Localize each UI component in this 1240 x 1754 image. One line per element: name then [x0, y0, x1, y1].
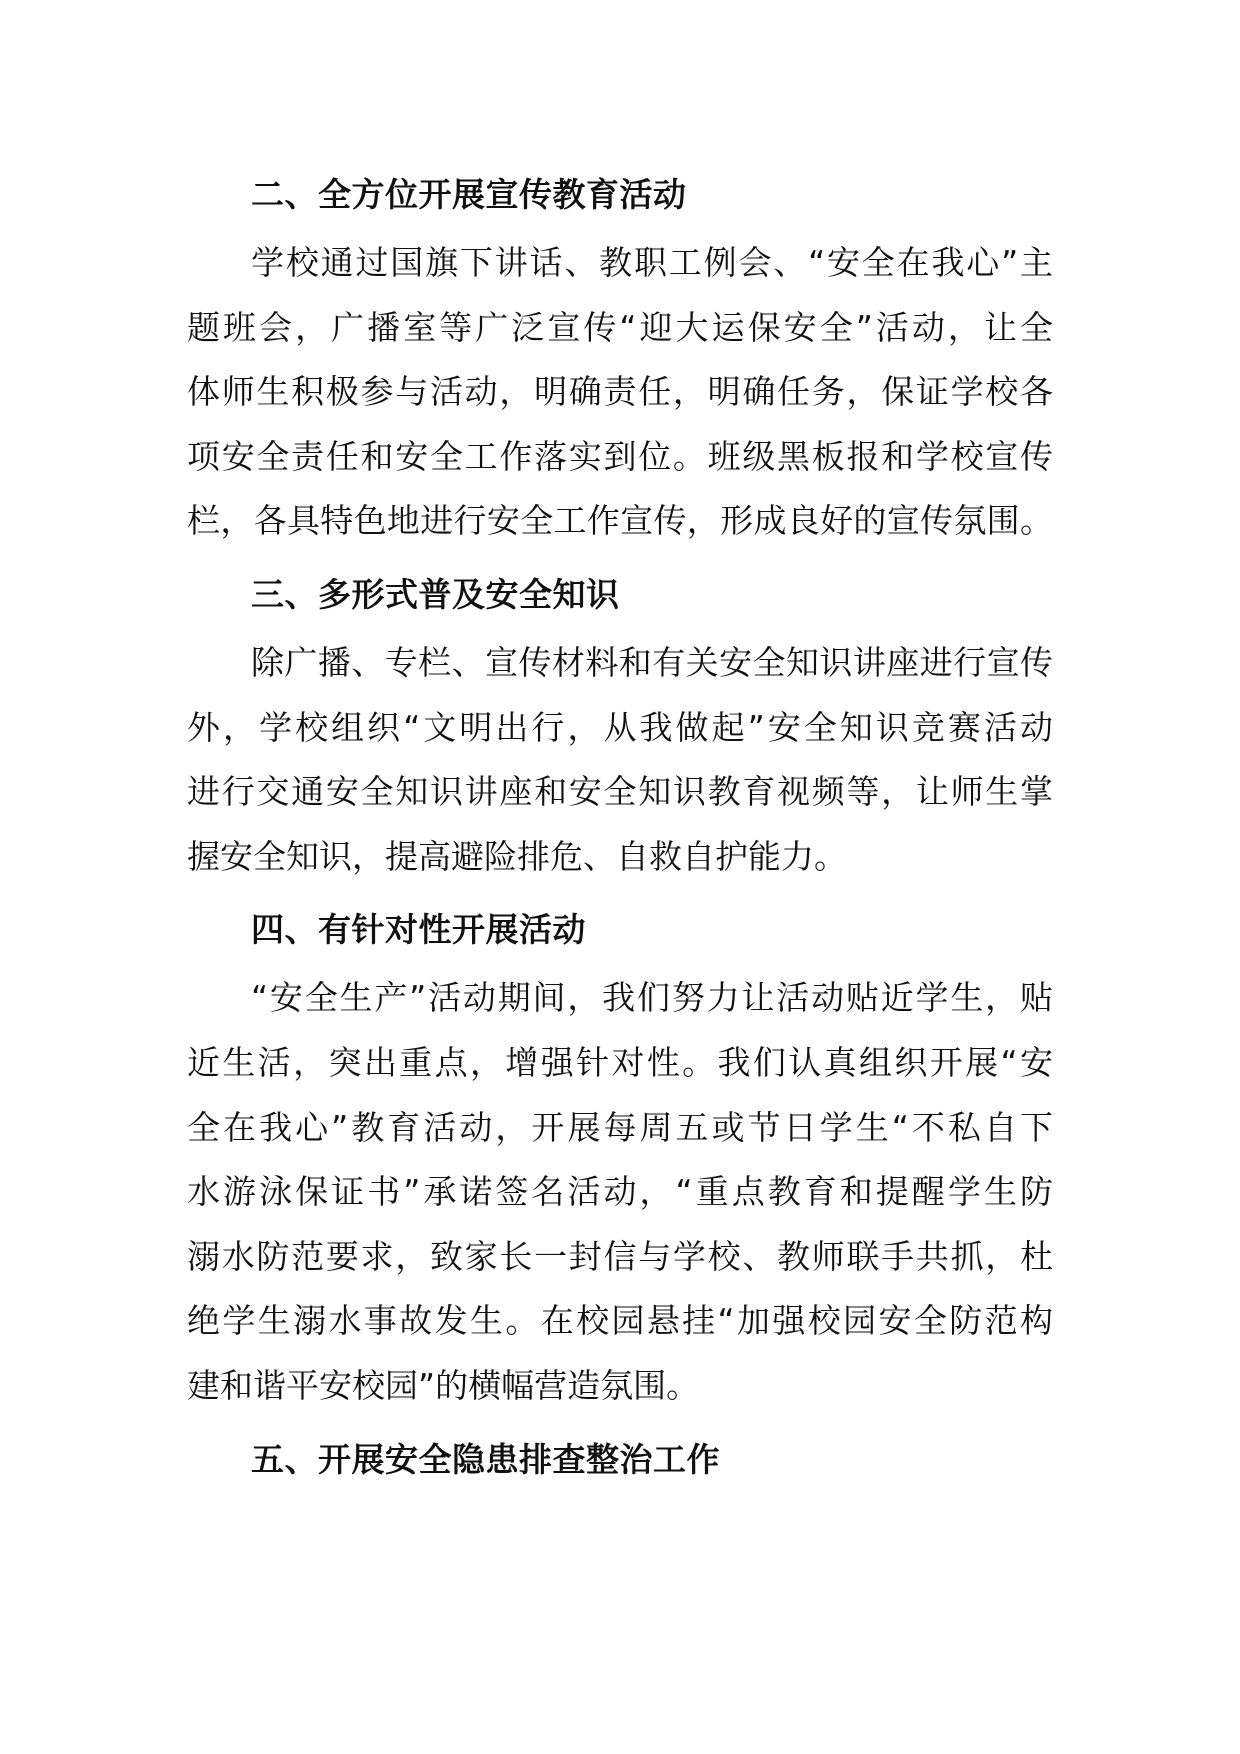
paragraph-line: “安全生产”活动期间，我们努力让活动贴近学生，贴	[251, 978, 1053, 1018]
paragraph-line: 项安全责任和安全工作落实到位。班级黑板报和学校宣传	[187, 436, 1053, 476]
section-heading: 四、有针对性开展活动	[251, 910, 586, 950]
paragraph-line: 全在我心”教育活动，开展每周五或节日学生“不私自下	[187, 1107, 1053, 1147]
paragraph-line: 栏，各具特色地进行安全工作宣传，形成良好的宣传氛围。	[187, 501, 1053, 541]
paragraph-line: 溺水防范要求，致家长一封信与学校、教师联手共抓，杜	[187, 1236, 1053, 1276]
paragraph-line: 题班会，广播室等广泛宣传“迎大运保安全”活动，让全	[187, 307, 1053, 347]
paragraph-line: 近生活，突出重点，增强针对性。我们认真组织开展“安	[187, 1042, 1053, 1082]
paragraph-line: 水游泳保证书”承诺签名活动，“重点教育和提醒学生防	[187, 1172, 1053, 1212]
paragraph-line: 握安全知识，提高避险排危、自救自护能力。	[187, 836, 847, 876]
paragraph-line: 绝学生溺水事故发生。在校园悬挂“加强校园安全防范构	[187, 1301, 1053, 1341]
document-body	[187, 162, 1053, 1492]
section-paragraph	[187, 231, 1053, 554]
section-heading: 三、多形式普及安全知识	[251, 574, 620, 614]
paragraph-line: 建和谐平安校园”的横幅营造氛围。	[187, 1365, 700, 1405]
section-heading: 五、开展安全隐患排查整治工作	[251, 1439, 720, 1479]
section-heading: 二、全方位开展宣传教育活动	[251, 175, 687, 214]
paragraph-line: 进行交通安全知识讲座和安全知识教育视频等，让师生掌	[187, 772, 1053, 812]
section-paragraph	[187, 631, 1053, 889]
paragraph-line: 体师生积极参与活动，明确责任，明确任务，保证学校各	[187, 372, 1053, 412]
section-paragraph	[187, 966, 1053, 1418]
paragraph-line: 外，学校组织“文明出行，从我做起”安全知识竞赛活动	[187, 707, 1053, 747]
paragraph-line: 除广播、专栏、宣传材料和有关安全知识讲座进行宣传	[251, 642, 1053, 682]
paragraph-line: 学校通过国旗下讲话、教职工例会、“安全在我心”主	[251, 243, 1053, 282]
